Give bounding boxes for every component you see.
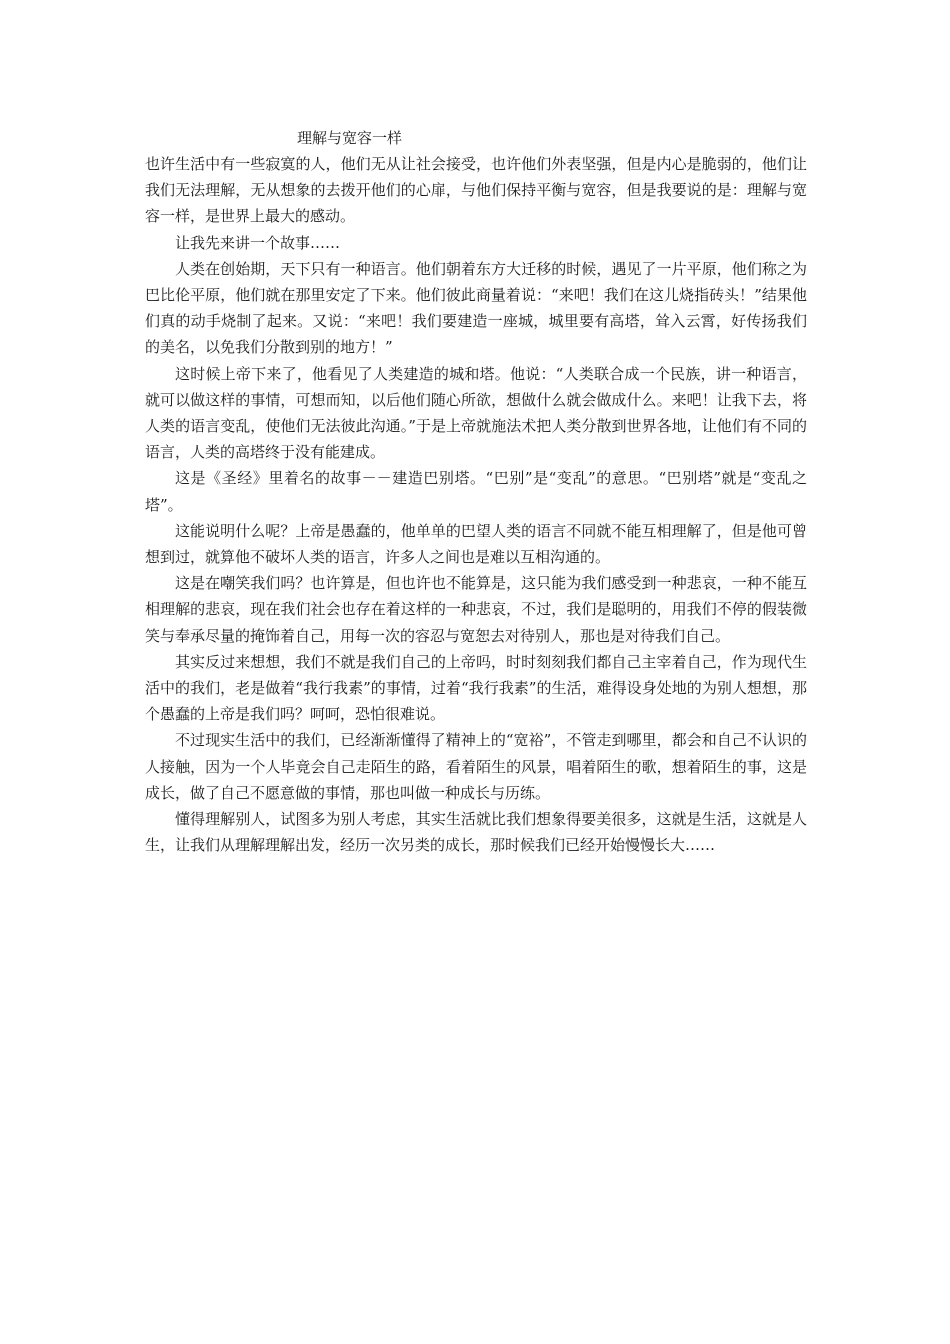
paragraph-growth: 不过现实生活中的我们，已经渐渐懂得了精神上的“宽裕”，不管走到哪里，都会和自己不认识的人接触，因为一个人毕竟会自己走陌生的路，看着陌生的风景，唱着陌生的歌，想着陌生的事，这是成长，做了自己不愿意做的事情，那也叫做一种成长与历练。	[145, 731, 807, 802]
paragraph-bible-story: 这是《圣经》里着名的故事－－建造巴别塔。“巴别”是“变乱”的意思。“巴别塔”就是“变乱之塔”。	[145, 469, 807, 514]
paragraph-intro: 也许生活中有一些寂寞的人，他们无从让社会接受，也许他们外表坚强，但是内心是脆弱的，他们让我们无法理解，无从想象的去拨开他们的心扉，与他们保持平衡与宽容，但是我要说的是：理解与宽容一样，是世界上最大的感动。	[145, 155, 807, 226]
document-page	[145, 125, 807, 858]
paragraph-meaning: 这能说明什么呢？上帝是愚蠢的，他单单的巴望人类的语言不同就不能互相理解了，但是他可曾想到过，就算他不破坏人类的语言，许多人之间也是难以互相沟通的。	[145, 521, 807, 567]
paragraph-conclusion: 懂得理解别人，试图多为别人考虑，其实生活就比我们想象得要美很多，这就是生活，这就是人生，让我们从理解理解出发，经历一次另类的成长，那时候我们已经开始慢慢长大……	[145, 810, 807, 855]
paragraph-babel-origin: 人类在创始期，天下只有一种语言。他们朝着东方大迁移的时候，遇见了一片平原，他们称之为巴比伦平原，他们就在那里安定了下来。他们彼此商量着说：“来吧！我们在这儿烧指砖头！”结果他们真的动手烧制了起来。又说：“来吧！我们要建造一座城，城里要有高塔，耸入云霄，好传扬我们的美名，以免我们分散到别的地方！”	[145, 259, 807, 357]
paragraph-god-descends: 这时候上帝下来了，他看见了人类建造的城和塔。他说：“人类联合成一个民族，讲一种语言，就可以做这样的事情，可想而知，以后他们随心所欲，想做什么就会做成什么。来吧！让我下去，将人类的语言变乱，使他们无法彼此沟通。”于是上帝就施法术把人类分散到世界各地，让他们有不同的语言，人类的高塔终于没有能建成。	[145, 364, 807, 462]
paragraph-reflection: 其实反过来想想，我们不就是我们自己的上帝吗，时时刻刻我们都自己主宰着自己，作为现代生活中的我们，老是做着“我行我素”的事情，过着“我行我素”的生活，难得设身处地的为别人想想，那个愚蠢的上帝是我们吗？呵呵，恐怕很难说。	[145, 652, 807, 724]
document-title: 理解与宽容一样	[297, 129, 403, 147]
paragraph-story-lead: 让我先来讲一个故事……	[175, 233, 341, 252]
paragraph-sorrow: 这是在嘲笑我们吗？也许算是，但也许也不能算是，这只能为我们感受到一种悲哀，一种不能互相理解的悲哀，现在我们社会也存在着这样的一种悲哀，不过，我们是聪明的，用我们不停的假装微笑与奉承尽量的掩饰着自己，用每一次的容忍与宽恕去对待别人，那也是对待我们自己。	[145, 574, 807, 645]
